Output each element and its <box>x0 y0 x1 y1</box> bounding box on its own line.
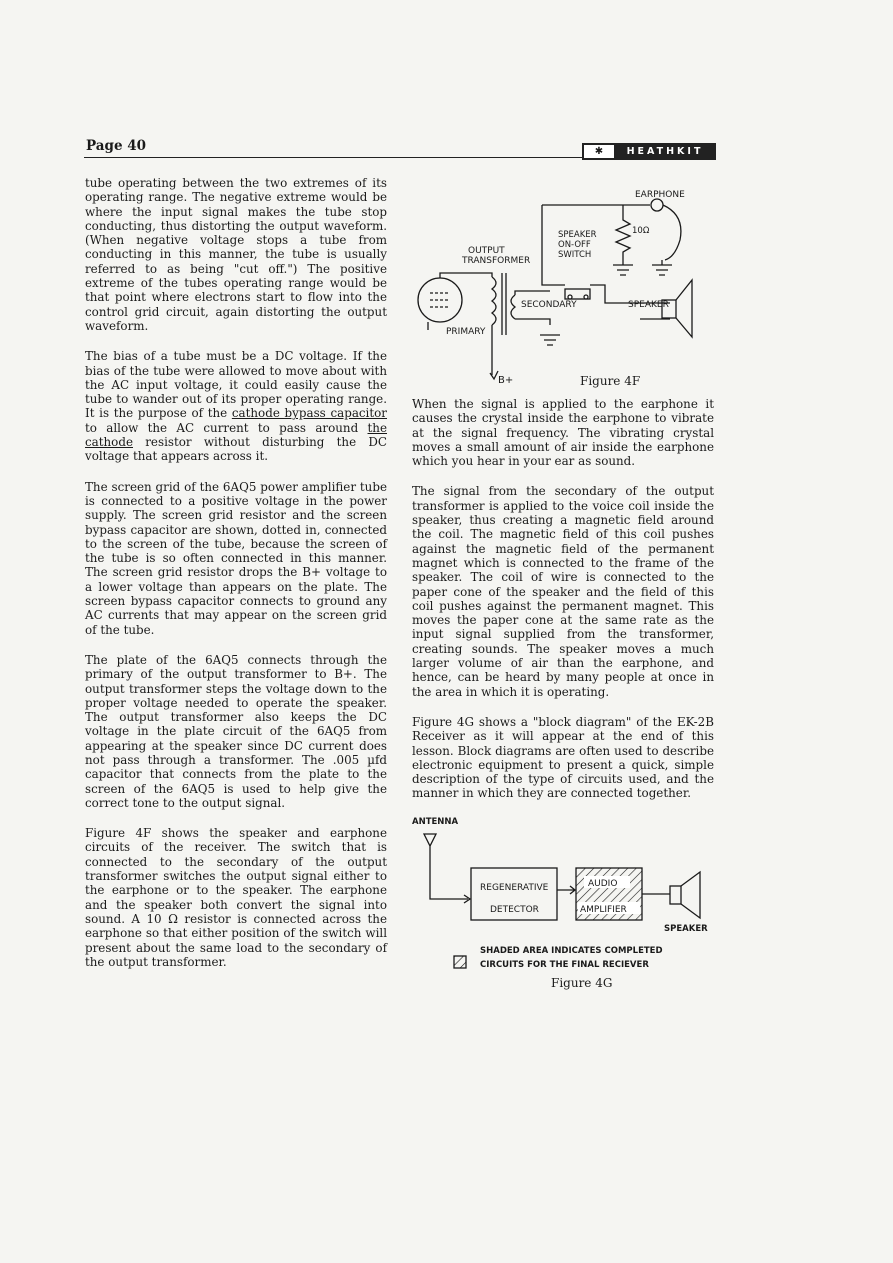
primary-coil-icon <box>492 277 496 325</box>
label-audio: AUDIO <box>588 879 618 889</box>
secondary-coil-icon <box>511 295 515 319</box>
cathode-term: the cathode <box>85 420 387 450</box>
paragraph-speaker: The signal from the secondary of the output transformer is applied to the voice coil inside the speaker, thus creating a magnetic field around the coil. The magnetic field of this coil pushes against the magnetic field of the permanent magnet which is connected to the frame of the speaker. The coil of wire is connected to the paper cone of the speaker and the field of this coil pushes against the permanent magnet. This moves the paper cone at the same rate as the input signal supplied from the transformer, creating sounds. The speaker moves a much larger volume of air than the earphone, and hence, can be heard by many people at once in the area in which it is operating. <box>412 484 714 699</box>
label-speaker: SPEAKER <box>664 924 708 934</box>
figure-4g-caption: Figure 4G <box>551 976 613 990</box>
paragraph-block-diagram: Figure 4G shows a "block diagram" of the EK-2B Receiver as it will appear at the end of this lesson. Block diagrams are often used to describe electronic equipment to present a quick, simple description of the type of circuits used, and the manner in which they are connected together. <box>412 714 714 801</box>
earphone-icon <box>651 199 663 211</box>
label-regenerative: REGENERATIVE <box>480 883 549 893</box>
label-bplus: B+ <box>498 375 514 386</box>
paragraph-plate: The plate of the 6AQ5 connects through the primary of the output transformer to B+. The output transformer steps the voltage down to the proper voltage needed to operate the speaker. The output transformer also keeps the DC voltage in the plate circuit of the 6AQ5 from appearing at the speaker since DC current does not pass through a transformer. The .005 µfd capacitor that connects from the plate to the screen of the 6AQ5 is used to help give the correct tone to the output signal. <box>85 652 387 810</box>
earphone-cord <box>663 205 681 260</box>
speaker-cone-icon <box>676 280 692 337</box>
earphone-wire <box>542 205 550 285</box>
resistor-10-ohm-icon <box>616 205 630 265</box>
label-speaker: SPEAKER <box>628 300 669 310</box>
paragraph-screen-grid: The screen grid of the 6AQ5 power amplifier tube is connected to a positive voltage in the power supply. The screen grid resistor and the screen bypass capacitor are shown, dotted in, connected to the screen of the tube, because the screen of the tube is so often connected in this manner. The screen grid resistor drops the B+ voltage to a lower voltage than appears on the plate. The screen bypass capacitor connects to ground any AC currents that may appear on the screen grid of the tube. <box>85 479 387 637</box>
ground-icon <box>652 265 672 275</box>
figure-4f-schematic <box>410 185 720 395</box>
label-speaker-switch-1: SPEAKER <box>558 230 597 240</box>
heathkit-logo-text: HEATHKIT <box>616 145 714 158</box>
label-antenna: ANTENNA <box>412 817 459 827</box>
figure-4g-block-diagram <box>410 814 720 974</box>
arrow-icon <box>557 886 575 894</box>
paragraph-operating-range: tube operating between the two extremes of its operating range. The negative extreme would be where the input signal makes the tube stop conducting, thus distorting the output waveform. (When negative voltage stops a tube from conducting in this manner, the tube is usually referred to as being "cut off.") The positive extreme of the tubes operating range would be that point where electrons start to flow into the control grid circuit, again distorting the output waveform. <box>85 176 387 333</box>
legend-line-1: SHADED AREA INDICATES COMPLETED <box>480 946 663 956</box>
label-amplifier: AMPLIFIER <box>580 905 627 915</box>
bias-text-3: resistor without disturbing the DC voltage that appears across it. <box>85 435 387 464</box>
label-secondary: SECONDARY <box>521 300 577 310</box>
left-column <box>85 176 387 985</box>
ground-icon <box>613 265 633 275</box>
label-earphone: EARPHONE <box>635 190 685 200</box>
header-rule <box>84 157 584 158</box>
label-speaker-switch-3: SWITCH <box>558 250 592 260</box>
paragraph-figure-4f: Figure 4F shows the speaker and earphone circuits of the receiver. The switch that is connected to the secondary of the output transformer switches the output signal either to the earphone or to the speaker. The earphone and the speaker both convert the signal into sound. A 10 Ω resistor is connected across the earphone so that either position of the switch will present about the same load to the secondary of the output transformer. <box>85 826 387 969</box>
legend-line-2: CIRCUITS FOR THE FINAL RECIEVER <box>480 960 649 970</box>
ground-icon <box>515 319 560 345</box>
right-column <box>412 397 714 817</box>
heathkit-logo <box>582 143 716 160</box>
speaker-cone-icon <box>681 872 700 918</box>
transformer-core-icon <box>502 273 506 335</box>
bias-text-2: to allow the AC current to pass around <box>85 420 368 435</box>
label-output: OUTPUT <box>468 246 505 256</box>
label-speaker-switch-2: ON-OFF <box>558 240 591 250</box>
label-transformer: TRANSFORMER <box>462 256 531 266</box>
label-resistor: 10Ω <box>632 226 650 236</box>
label-primary: PRIMARY <box>446 327 486 337</box>
bplus-wire <box>490 325 498 379</box>
figure-4f-caption: Figure 4F <box>580 374 641 388</box>
paragraph-earphone: When the signal is applied to the earphone it causes the crystal inside the earphone to vibrate at the signal frequency. The vibrating crystal moves a small amount of air inside the earphone which you hear in your ear as sound. <box>412 397 714 469</box>
shaded-legend-icon <box>454 956 466 968</box>
page-number: Page 40 <box>86 138 147 154</box>
heathkit-mark-icon: ✱ <box>584 145 616 158</box>
label-detector: DETECTOR <box>490 905 539 915</box>
cathode-bypass-term: cathode bypass capacitor <box>231 406 387 421</box>
bias-text-1: The bias of a tube must be a DC voltage. If the bias of the tube were allowed to move about with the AC input voltage, it could easily cause the tube to wander out of its proper operating range. It is the purpose of the <box>85 349 387 421</box>
speaker-magnet-icon <box>670 886 681 904</box>
antenna-icon <box>424 834 468 899</box>
paragraph-bias <box>85 349 387 463</box>
